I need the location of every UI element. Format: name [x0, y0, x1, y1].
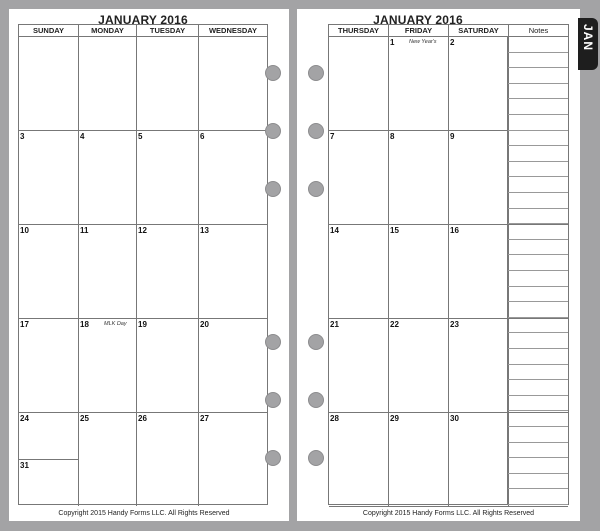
binder-hole [308, 123, 324, 139]
day-cell[interactable] [137, 225, 199, 318]
day-cell[interactable] [449, 225, 509, 318]
date-number: 22 [390, 320, 399, 329]
day-cell[interactable] [449, 131, 509, 224]
date-number: 31 [20, 461, 29, 470]
note-rule-line [508, 332, 568, 333]
left-page-title: JANUARY 2016 [98, 13, 188, 27]
date-number: 5 [138, 132, 143, 141]
note-rule-line [508, 52, 568, 53]
day-cell[interactable] [19, 131, 79, 224]
date-number: 28 [330, 414, 339, 423]
note-rule-line [508, 286, 568, 287]
date-number: 23 [450, 320, 459, 329]
day-cell[interactable] [449, 37, 509, 130]
day-cell[interactable] [449, 413, 509, 506]
note-rule-line [508, 239, 568, 240]
day-cell[interactable] [137, 319, 199, 412]
day-header-thursday: THURSDAY [329, 25, 389, 36]
note-rule-line [508, 270, 568, 271]
note-rule-line [508, 364, 568, 365]
day-cell-empty[interactable] [137, 37, 199, 130]
left-day-header-row [19, 25, 267, 37]
day-cell-holiday[interactable] [389, 37, 449, 130]
note-rule-line [508, 161, 568, 162]
day-header-monday: MONDAY [79, 25, 137, 36]
note-rule-line [508, 83, 568, 84]
binder-hole [265, 334, 281, 350]
note-rule-line [508, 442, 568, 443]
note-rule-line [508, 114, 568, 115]
date-number: 14 [330, 226, 339, 235]
day-cell-empty[interactable] [329, 37, 389, 130]
date-number: 18 [80, 320, 89, 329]
date-number: 20 [200, 320, 209, 329]
day-cell[interactable] [199, 413, 267, 506]
date-number: 11 [80, 226, 89, 235]
month-tab-label: JAN [581, 24, 595, 52]
left-week-2 [19, 131, 267, 225]
date-number: 4 [80, 132, 85, 141]
note-rule-line [508, 473, 568, 474]
day-cell-empty[interactable] [199, 37, 267, 130]
right-copyright-footer: Copyright 2015 Handy Forms LLC. All Rights Reserved [362, 510, 535, 517]
left-week-4 [19, 319, 267, 413]
left-week-3 [19, 225, 267, 319]
day-cell[interactable] [79, 413, 137, 506]
binder-hole [308, 392, 324, 408]
day-cell[interactable] [199, 225, 267, 318]
binder-hole [265, 181, 281, 197]
date-number: 10 [20, 226, 29, 235]
note-rule-line [508, 130, 568, 131]
date-number: 3 [20, 132, 25, 141]
left-page [9, 9, 289, 521]
day-cell[interactable] [389, 131, 449, 224]
date-number: 30 [450, 414, 459, 423]
binder-hole [308, 181, 324, 197]
day-cell-split[interactable] [19, 413, 79, 506]
day-cell[interactable] [79, 225, 137, 318]
binder-hole [265, 123, 281, 139]
binder-hole [265, 450, 281, 466]
date-number: 25 [80, 414, 89, 423]
right-calendar-grid [328, 24, 569, 505]
day-header-tuesday: TUESDAY [137, 25, 199, 36]
note-rule-line [508, 98, 568, 99]
date-number: 1 [390, 38, 395, 47]
day-cell[interactable] [199, 319, 267, 412]
split-divider [19, 459, 78, 460]
date-number: 21 [330, 320, 339, 329]
left-calendar-grid [18, 24, 268, 505]
binder-hole [308, 450, 324, 466]
left-week-1 [19, 37, 267, 131]
holiday-label: New Year's [409, 39, 437, 45]
date-number: 26 [138, 414, 147, 423]
binder-hole [265, 392, 281, 408]
note-rule-line [508, 317, 568, 318]
month-tab[interactable] [578, 18, 598, 70]
left-week-5 [19, 413, 267, 506]
day-header-friday: FRIDAY [389, 25, 449, 36]
note-rule-line [508, 504, 568, 505]
date-number: 19 [138, 320, 147, 329]
date-number: 13 [200, 226, 209, 235]
day-header-wednesday: WEDNESDAY [208, 26, 258, 35]
day-cell[interactable] [329, 319, 389, 412]
day-cell[interactable] [137, 413, 199, 506]
note-rule-line [508, 208, 568, 209]
note-rule-line [508, 67, 568, 68]
note-rule-line [508, 457, 568, 458]
day-cell[interactable] [329, 413, 389, 506]
note-rule-line [508, 488, 568, 489]
notes-column[interactable] [507, 36, 568, 504]
day-header-saturday: SATURDAY [449, 25, 509, 36]
note-rule-line [508, 395, 568, 396]
day-cell[interactable] [329, 225, 389, 318]
note-rule-line [508, 348, 568, 349]
note-rule-line [508, 192, 568, 193]
day-cell[interactable] [19, 225, 79, 318]
date-number: 2 [450, 38, 455, 47]
day-cell[interactable] [329, 131, 389, 224]
day-header-sunday: SUNDAY [19, 25, 79, 36]
left-copyright-footer: Copyright 2015 Handy Forms LLC. All Rights Reserved [58, 510, 230, 517]
day-cell[interactable] [389, 225, 449, 318]
date-number: 8 [390, 132, 395, 141]
date-number: 27 [200, 414, 209, 423]
note-rule-line [508, 379, 568, 380]
note-rule-line [508, 426, 568, 427]
binder-hole [308, 334, 324, 350]
day-cell[interactable] [19, 319, 79, 412]
day-cell[interactable] [449, 319, 509, 412]
notes-header: Notes [528, 26, 549, 35]
note-rule-line [508, 410, 568, 411]
date-number: 29 [390, 414, 399, 423]
note-rule-line [508, 254, 568, 255]
holiday-label: MLK Day [104, 321, 127, 327]
date-number: 24 [20, 414, 29, 423]
date-number: 9 [450, 132, 455, 141]
date-number: 12 [138, 226, 147, 235]
date-number: 15 [390, 226, 399, 235]
day-cell-empty[interactable] [79, 37, 137, 130]
date-number: 16 [450, 226, 459, 235]
date-number: 7 [330, 132, 335, 141]
day-cell-holiday[interactable] [79, 319, 137, 412]
note-rule-line [508, 145, 568, 146]
right-page [297, 9, 580, 521]
day-cell[interactable] [199, 131, 267, 224]
note-rule-line [508, 223, 568, 224]
day-cell-empty[interactable] [19, 37, 79, 130]
day-cell[interactable] [79, 131, 137, 224]
note-rule-line [508, 176, 568, 177]
day-cell[interactable] [389, 413, 449, 506]
note-rule-line [508, 301, 568, 302]
right-page-title: JANUARY 2016 [373, 13, 463, 27]
binder-hole [308, 65, 324, 81]
day-cell[interactable] [389, 319, 449, 412]
binder-hole [265, 65, 281, 81]
day-cell[interactable] [137, 131, 199, 224]
date-number: 17 [20, 320, 29, 329]
date-number: 6 [200, 132, 205, 141]
